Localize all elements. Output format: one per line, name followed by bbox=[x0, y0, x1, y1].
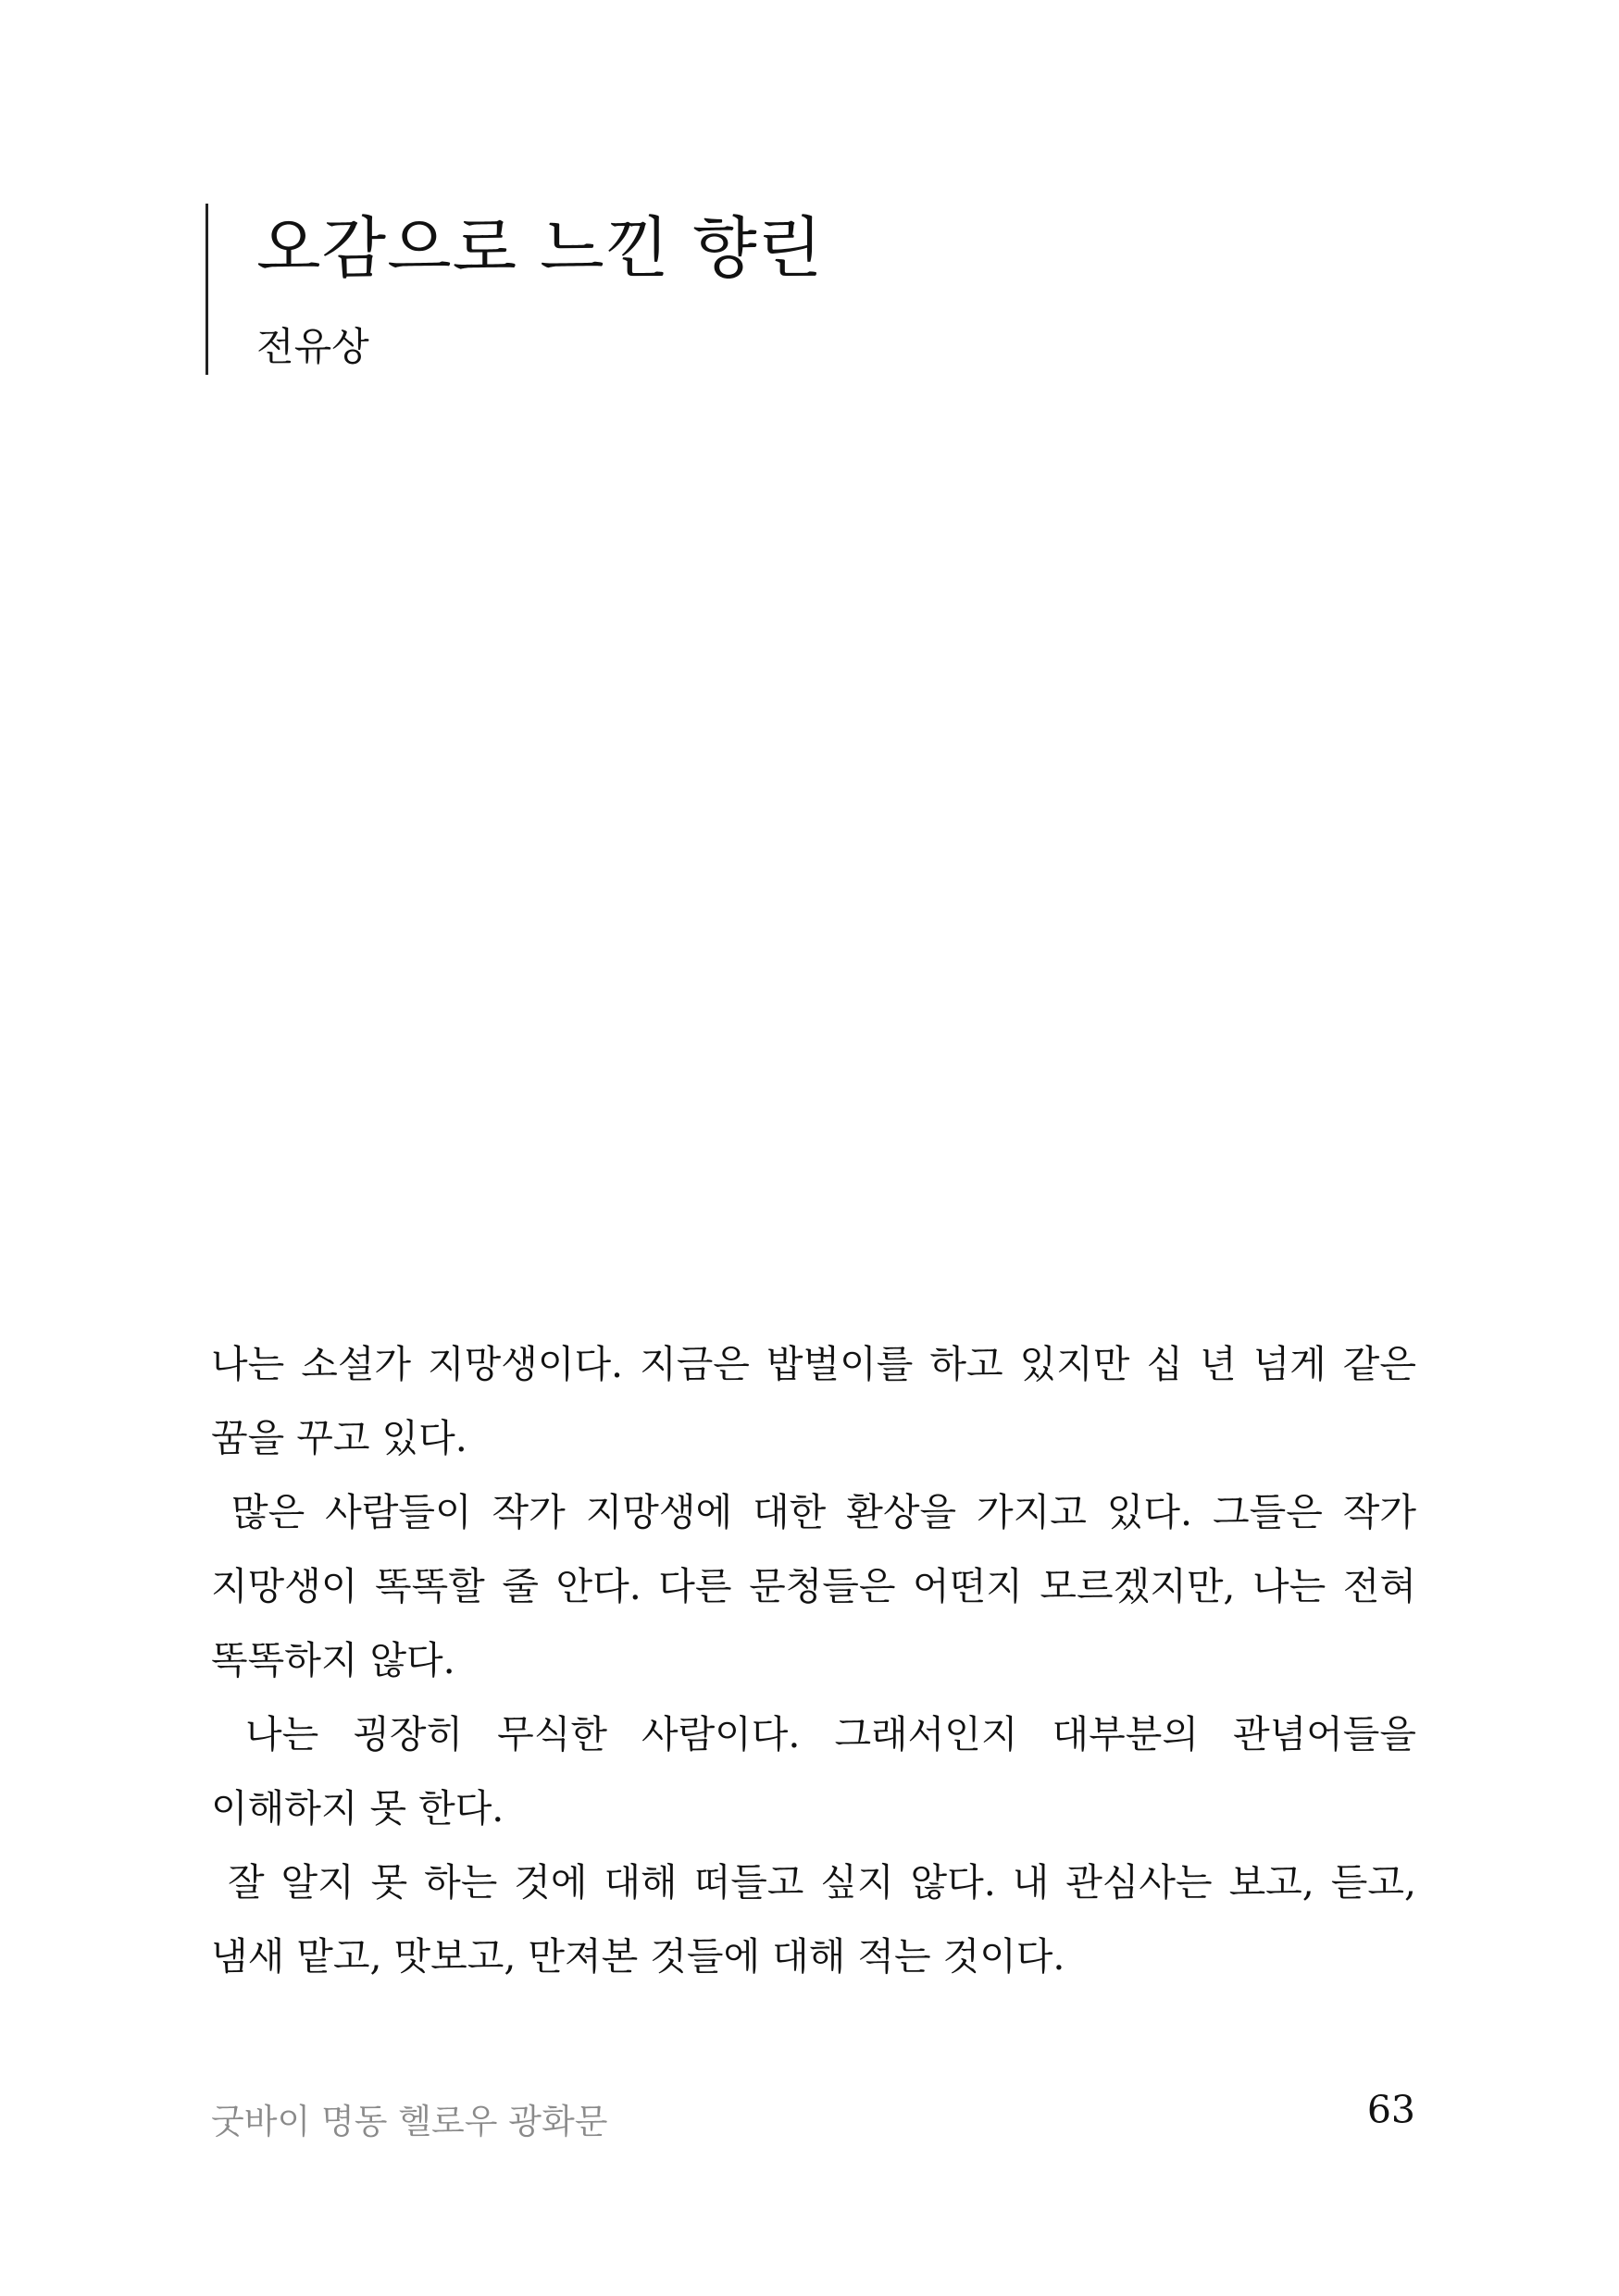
footer-book-title: 굿바이 명동 헬로우 광화문 bbox=[211, 2102, 608, 2141]
paragraph: 나는 굉장히 무식한 사람이다. 그래서인지 대부분의 관념어들을 이해하지 못 한다. bbox=[211, 1712, 1429, 1831]
paragraph: 많은 사람들이 작가 지망생에 대한 환상을 가지고 있다. 그들은 작가 지망생이 똑똑할 줄 안다. 다른 문청들은 어떤지 모르겠지만, 나는 전혀 똑똑하지 않다. bbox=[211, 1490, 1429, 1682]
title-block bbox=[205, 204, 823, 375]
paragraph: 잘 알지 못 하는 것에 대해 떠들고 싶지 않다. 내 관심사는 보고, 듣고, 냄새 맡고, 맛보고, 만져본 것들에 대해 적는 것이다. bbox=[211, 1860, 1429, 1979]
page-title: 오감으로 느낀 향린 bbox=[256, 209, 824, 287]
body-text bbox=[211, 1327, 1429, 1993]
paragraph: 나는 소설가 지망생이다. 지금은 밥벌이를 하고 있지만 십 년 넘게 같은 꿈을 꾸고 있다. bbox=[211, 1342, 1429, 1460]
page-number: 63 bbox=[1366, 2088, 1415, 2132]
author-name: 전유상 bbox=[256, 324, 369, 369]
